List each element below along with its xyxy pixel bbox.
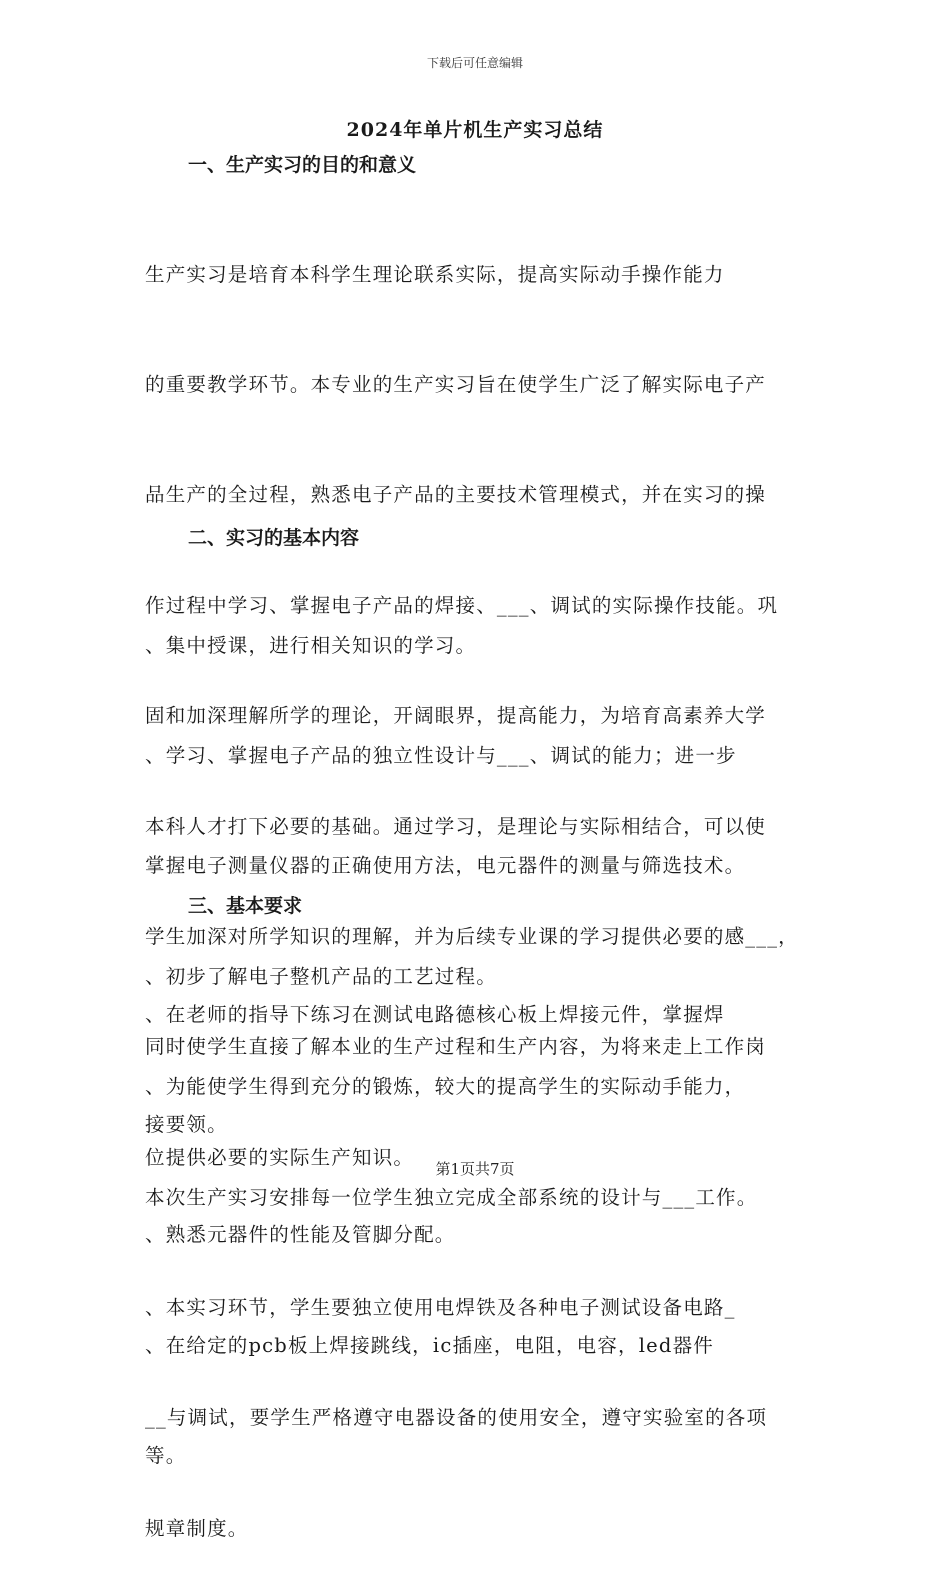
paragraph-requirements bbox=[145, 923, 825, 1512]
text-line: 、在给定的pcb板上焊接跳线，ic插座，电阻，电容，led器件 bbox=[145, 1333, 715, 1357]
section-heading-3: 三、基本要求 bbox=[188, 895, 303, 917]
text-line: 、为能使学生得到充分的锻炼，较大的提高学生的实际动手能力， bbox=[145, 1075, 746, 1099]
text-line: 、学习、掌握电子产品的独立性设计与___、调试的能力；进一步 bbox=[145, 743, 737, 767]
header-note: 下载后可任意编辑 bbox=[426, 56, 523, 70]
text-line: 、本实习环节，学生要独立使用电焊铁及各种电子测试设备电路_ bbox=[145, 1295, 736, 1319]
section-heading-2: 二、实习的基本内容 bbox=[188, 527, 360, 549]
text-line: 品生产的全过程，熟悉电子产品的主要技术管理模式，并在实习的操 bbox=[145, 483, 767, 507]
text-line: 、熟悉元器件的性能及管脚分配。 bbox=[145, 1223, 456, 1247]
text-line: 、在老师的指导下练习在测试电路德核心板上焊接元件，掌握焊 bbox=[145, 1002, 725, 1026]
text-line: 等。 bbox=[145, 1444, 187, 1468]
text-line: 规章制度。 bbox=[145, 1516, 249, 1540]
text-line: 作过程中学习、掌握电子产品的焊接、___、调试的实际操作技能。巩 bbox=[145, 593, 779, 617]
text-line: 接要领。 bbox=[145, 1112, 228, 1136]
text-line: 固和加深理解所学的理论，开阔眼界，提高能力，为培育高素养大学 bbox=[145, 704, 767, 728]
text-line: 学生加深对所学知识的理解，并为后续专业课的学习提供必要的感___， bbox=[145, 924, 799, 948]
text-line: 同时使学生直接了解本业的生产过程和生产内容，为将来走上工作岗 bbox=[145, 1035, 767, 1059]
text-line: 本次生产实习安排每一位学生独立完成全部系统的设计与___工作。 bbox=[145, 1185, 758, 1209]
text-line: __与调试，要学生严格遵守电器设备的使用安全，遵守实验室的各项 bbox=[145, 1406, 768, 1430]
text-line: 生产实习是培育本科学生理论联系实际，提高实际动手操作能力 bbox=[145, 262, 725, 286]
text-line: 的重要教学环节。本专业的生产实习旨在使学生广泛了解实际电子产 bbox=[145, 372, 767, 396]
text-line: 、集中授课，进行相关知识的学习。 bbox=[145, 633, 477, 657]
text-line: 掌握电子测量仪器的正确使用方法，电元器件的测量与筛选技术。 bbox=[145, 854, 746, 878]
page-footer: 第1页共7页 bbox=[435, 1160, 515, 1178]
text-line: 位提供必要的实际生产知识。 bbox=[145, 1145, 415, 1169]
text-line: 本科人才打下必要的基础。通过学习，是理论与实际相结合，可以使 bbox=[145, 814, 767, 838]
text-line: 、初步了解电子整机产品的工艺过程。 bbox=[145, 964, 497, 988]
document-title: 2024年单片机生产实习总结 bbox=[346, 119, 604, 141]
section-heading-1: 一、生产实习的目的和意义 bbox=[188, 154, 417, 176]
